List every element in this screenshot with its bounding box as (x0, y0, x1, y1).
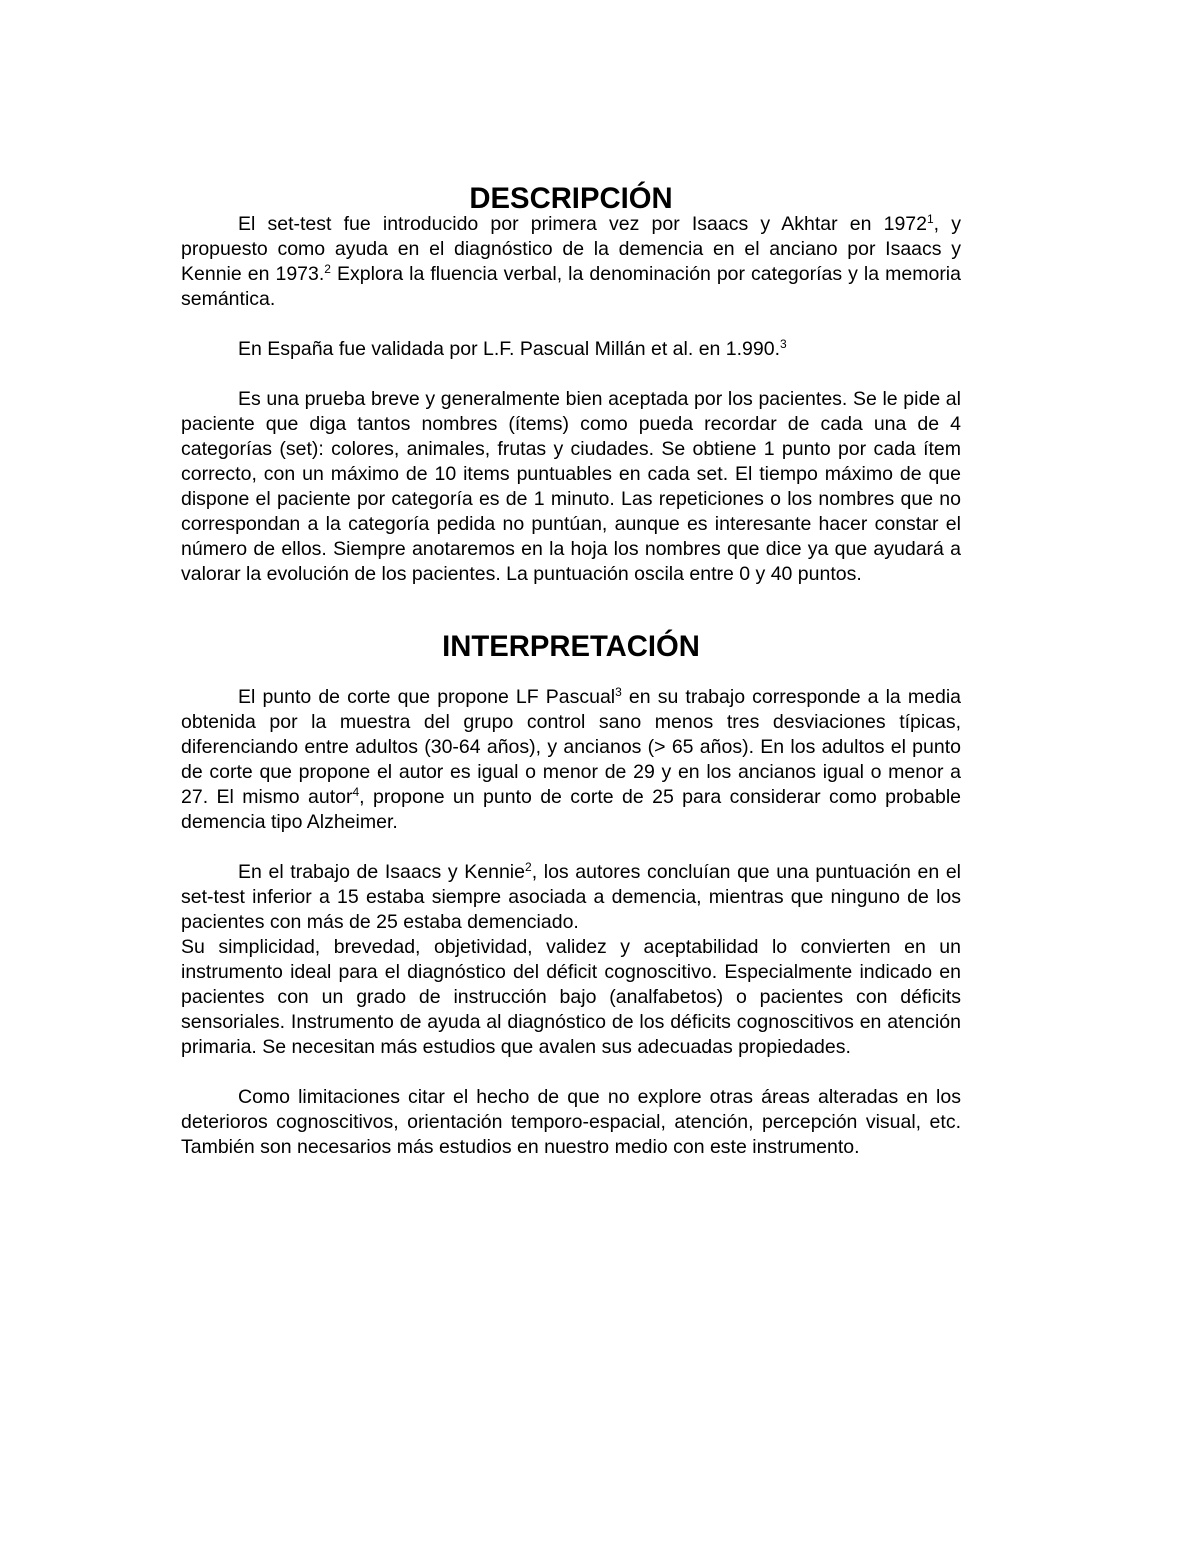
section-heading-descripcion: DESCRIPCIÓN (469, 183, 673, 215)
footnote-ref: 3 (780, 337, 787, 351)
document-body (181, 183, 962, 1160)
paragraph-isaacs-kennie: En el trabajo de Isaacs y Kennie$^2$, los autores concluían que una puntuación en el set-test inferior a 15 estaba siempre asociada a demencia, mientras que ninguno de los pacientes con más de 25 estaba demenciado. (181, 860, 961, 933)
footnote-ref: 2 (324, 262, 331, 276)
paragraph-intro: El set-test fue introducido por primera vez por Isaacs y Akhtar en 1972$^1$, y propuesto como ayuda en el diagnóstico de la demencia en el anciano por Isaacs y Kennie en 1973.$^2$ Explora la fluencia verbal, la denominación por categorías y la memoria semántica. (181, 212, 962, 310)
paragraph-advantages: Su simplicidad, brevedad, objetividad, validez y aceptabilidad lo convierten en un instrumento ideal para el diagnóstico del déficit cognoscitivo. Especialmente indicado en pacientes con un grado de instrucción bajo (analfabetos) o pacientes con déficits sensoriales. Instrumento de ayuda al diagnóstico de los déficits cognoscitivos en atención primaria. Se necesitan más estudios que avalen sus adecuadas propiedades. (181, 936, 961, 1058)
footnote-ref: 4 (352, 785, 360, 799)
footnote-ref: 1 (926, 212, 934, 226)
section-heading-interpretacion: INTERPRETACIÓN (442, 631, 700, 663)
paragraph-cutoff: El punto de corte que propone LF Pascual$^3$ en su trabajo corresponde a la media obtenida por la muestra del grupo control sano menos tres desviaciones típicas, diferenciando entre adultos (30-64 años), y ancianos (> 65 años). En los adultos el punto de corte que propone el autor es igual o menor de 29 y en los ancianos igual o menor a 27. El mismo autor$^4$, propone un punto de corte de 25 para considerar como probable demencia tipo Alzheimer. (181, 685, 962, 833)
paragraph-limitations: Como limitaciones citar el hecho de que no explore otras áreas alteradas en los deterioros cognoscitivos, orientación temporo-espacial, atención, percepción visual, etc. También son necesarios más estudios en nuestro medio con este instrumento. (181, 1086, 961, 1158)
footnote-ref: 2 (525, 860, 532, 874)
paragraph-validation: En España fue validada por L.F. Pascual Millán et al. en 1.990.$^3$ (238, 337, 787, 360)
paragraph-procedure: Es una prueba breve y generalmente bien aceptada por los pacientes. Se le pide al paciente que diga tantos nombres (ítems) como pueda recordar de cada una de 4 categorías (set): colores, animales, frutas y ciudades. Se obtiene 1 punto por cada ítem correcto, con un máximo de 10 items puntuables en cada set. El tiempo máximo de que dispone el paciente por categoría es de 1 minuto. Las repeticiones o los nombres que no correspondan a la categoría pedida no puntúan, aunque es interesante hacer constar el número de ellos. Siempre anotaremos en la hoja los nombres que dice ya que ayudará a valorar la evolución de los pacientes. La puntuación oscila entre 0 y 40 puntos. (181, 388, 961, 585)
footnote-ref: 3 (615, 685, 622, 699)
